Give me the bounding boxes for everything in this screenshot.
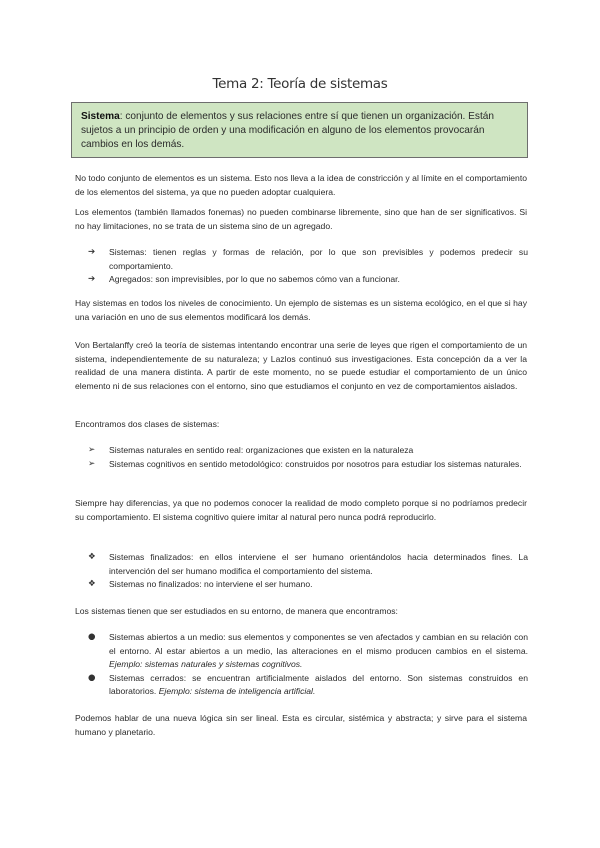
list-item-text: Sistemas finalizados: en ellos interviene el ser humano orientándolos hacia determinados fines. La intervención del ser humano modifica el comportamiento del sistema.	[109, 552, 528, 576]
list-item-text: Sistemas: tienen reglas y formas de relación, por lo que son previsibles y podemos predecir su comportamiento.	[109, 247, 528, 271]
page-title: Tema 2: Teoría de sistemas	[212, 76, 388, 92]
list-finalized-systems	[88, 551, 528, 592]
list-item-text: Agregados: son imprevisibles, por lo que no sabemos cómo van a funcionar.	[109, 274, 400, 285]
list-systems-vs-aggregates	[88, 246, 528, 287]
arrow-bullet-icon: ➔	[88, 247, 96, 257]
diamond-bullet-icon: ❖	[88, 552, 96, 562]
definition-term: Sistema	[81, 111, 120, 122]
list-item	[88, 444, 528, 458]
definition-box	[71, 102, 528, 158]
triangle-arrow-bullet-icon: ➢	[88, 458, 96, 469]
list-item	[88, 246, 528, 273]
definition-text: : conjunto de elementos y sus relaciones entre sí que tienen un organización. Están sujetos a un principio de orden y una modificación en alguno de los elementos provocarán cambios en los demás.	[81, 111, 494, 150]
list-item-example: Ejemplo: sistemas naturales y sistemas cognitivos.	[109, 659, 303, 670]
paragraph-7: Los sistemas tienen que ser estudiados en su entorno, de manera que encontramos:	[75, 606, 398, 616]
list-item-text: Sistemas naturales en sentido real: organizaciones que existen en la naturaleza	[109, 445, 414, 455]
list-item	[88, 273, 528, 287]
list-item	[88, 458, 528, 472]
arrow-bullet-icon: ➔	[88, 274, 96, 285]
paragraph-5: Encontramos dos clases de sistemas:	[75, 419, 220, 429]
list-item	[88, 578, 528, 592]
paragraph-3: Hay sistemas en todos los niveles de conocimiento. Un ejemplo de sistemas es un sistema ecológico, en el que si hay una variación en uno de sus elementos modificará los demás.	[75, 298, 527, 322]
list-item	[88, 672, 528, 699]
list-system-classes	[88, 444, 528, 471]
paragraph-2: Los elementos (también llamados fonemas) no pueden combinarse libremente, sino que han de ser significativos. Si no hay limitaciones, no se trata de un sistema sino de un agregado.	[75, 207, 527, 231]
dot-bullet-icon: ●	[88, 672, 96, 683]
list-item	[88, 551, 528, 578]
triangle-arrow-bullet-icon: ➢	[88, 445, 96, 455]
list-item-text: Sistemas no finalizados: no interviene el ser humano.	[109, 579, 313, 590]
list-open-closed-systems	[88, 631, 528, 699]
paragraph-1: No todo conjunto de elementos es un sistema. Esto nos lleva a la idea de constricción y al límite en el comportamiento de los elementos del sistema, ya que no pueden adoptar cualquiera.	[75, 173, 527, 197]
list-item-text: Sistemas cerrados: se encuentran artificialmente aislados del entorno. Son sistemas construidos en laboratorios.	[109, 672, 528, 697]
dot-bullet-icon: ●	[88, 632, 96, 642]
list-item-example: Ejemplo: sistema de inteligencia artificial.	[158, 686, 316, 697]
paragraph-8: Podemos hablar de una nueva lógica sin ser lineal. Esta es circular, sistémica y abstracta; y sirve para el sistema humano y planetario.	[75, 713, 527, 737]
list-item	[88, 631, 528, 672]
paragraph-4: Von Bertalanffy creó la teoría de sistemas intentando encontrar una serie de leyes que rigen el comportamiento de un sistema, independientemente de su naturaleza; y Lazlos continuó sus investigaciones. Esta concepción da a ver la realidad de una manera distinta. A partir de este momento, no se puede estudiar el comportamiento de un único elemento ni de sus relaciones con el entorno, sino que estudiamos el conjunto en vez de comportamientos aislados.	[75, 340, 527, 391]
list-item-text: Sistemas cognitivos en sentido metodológico: construidos por nosotros para estudiar los sistemas naturales.	[109, 458, 522, 469]
diamond-bullet-icon: ❖	[88, 579, 96, 590]
paragraph-6: Siempre hay diferencias, ya que no podemos conocer la realidad de modo completo porque si no podríamos predecir su comportamiento. El sistema cognitivo quiere imitar al natural pero nunca podrá reproducirlo.	[75, 498, 527, 522]
list-item-text: Sistemas abiertos a un medio: sus elementos y componentes se ven afectados y cambian en su relación con el entorno. Al estar abiertos a un medio, las alteraciones en el mismo producen cambios en el sistema.	[109, 632, 528, 656]
